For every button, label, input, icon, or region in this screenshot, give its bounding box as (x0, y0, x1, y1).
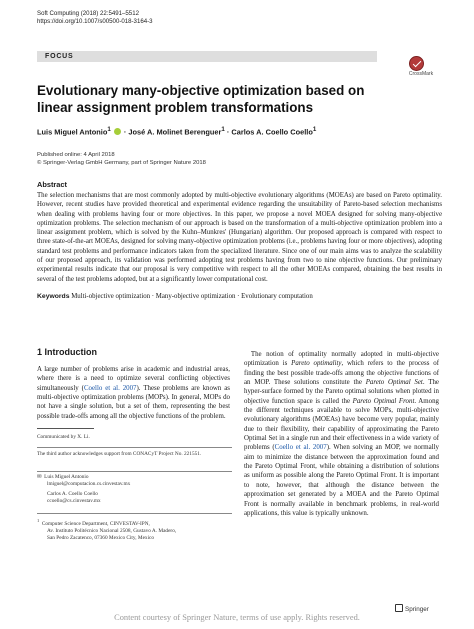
keywords-label: Keywords (37, 293, 70, 300)
italic-term: Pareto Optimal Front (352, 397, 415, 405)
text-run: A large number of problems arise in academic and industrial areas, where there is a need to optimize several conflicting objectives simultaneously ( (37, 366, 230, 392)
text-run: ). These problems are known as multi-objective optimization problems (MOPs). In general, MOPs do not have a single solution, but a set of them, representing the best possible trade-offs among all the objective functions of the problem. (37, 384, 230, 420)
affiliation-line: Av. Instituto Politécnico Nacional 2508, Gustavo A. Madero, (47, 527, 177, 534)
keywords (37, 292, 442, 301)
journal-citation: Soft Computing (2018) 22:5491–5512 (37, 10, 139, 17)
text-run: . Among the different techniques available to solve MOPs, multi-objective evolutionary algorithms (MOEAs) have become very popular, mainly due to their flexibility, their capability of approximating the Pareto Optimal Set in a single run and their effectiveness in a wide variety of problems ( (244, 397, 439, 452)
crossmark-label: CrossMark (408, 71, 434, 77)
section-tag: FOCUS (45, 53, 74, 60)
paper-title: Evolutionary many-objective optimization based on linear assignment problem transformations (37, 83, 365, 115)
email-icon: ✉ (37, 474, 42, 480)
section-heading: 1 Introduction (37, 347, 97, 357)
author-name: José A. Molinet Berenguer (128, 127, 222, 137)
author-contact-name: Luis Miguel Antonio (44, 474, 89, 480)
italic-term: Pareto optimality (291, 360, 342, 368)
abstract-heading: Abstract (37, 180, 67, 189)
citation-link[interactable]: Coello et al. 2007 (274, 444, 327, 452)
publication-info (37, 151, 206, 167)
crossmark-badge[interactable] (397, 56, 445, 78)
publisher-logo (395, 604, 429, 613)
affiliation-number: 1 (37, 518, 40, 523)
section-tag-bar (37, 51, 377, 62)
author-affil-sup: 1 (312, 126, 317, 133)
support-note: The third author acknowledges support from CONACyT Project No. 221551. (37, 451, 202, 457)
intro-right-paragraph (244, 350, 439, 518)
journal-header (37, 10, 153, 26)
publisher-name: Springer (405, 606, 429, 613)
author-email[interactable]: lmiguel@computacion.cs.cinvestav.mx (47, 481, 131, 488)
text-run: , which refers to the process of finding the best possible trade-offs among the objective functions of an MOP. These solutions constitute the (244, 360, 439, 387)
author-affil-sup: 1 (221, 126, 225, 133)
author-affil-sup: 1 (107, 126, 111, 133)
text-run: . The hyper-surface formed by the Pareto optimal solutions when plotted in objective function space is called the (244, 379, 439, 405)
keywords-text: Multi-objective optimization · Many-objective optimization · Evolutionary computation (71, 293, 313, 300)
footnote-divider (37, 428, 94, 429)
author-email[interactable]: ccoello@cs.cinvestav.mx (47, 498, 101, 505)
author-name: Carlos A. Coello Coello (231, 127, 313, 137)
author-contact-name: Carlos A. Coello Coello (47, 491, 98, 498)
affiliation-line: Computer Science Department, CINVESTAV-IPN, (41, 520, 150, 527)
italic-term: Pareto Optimal Set (365, 379, 423, 387)
author-name: Luis Miguel Antonio (37, 127, 108, 137)
intro-left-paragraph (37, 365, 230, 421)
copyright-line: © Springer-Verlag GmbH Germany, part of Springer Nature 2018 (37, 160, 206, 166)
affiliation-line: San Pedro Zacatenco, 07360 Mexico City, Mexico (47, 534, 155, 541)
footnote-divider (37, 471, 232, 472)
courtesy-notice: Content courtesy of Springer Nature, terms of use apply. Rights reserved. (114, 613, 360, 622)
abstract-text: The selection mechanisms that are most commonly adopted by multi-objective evolutionary algorithms (MOEAs) are based on Pareto optimality. However, recent studies have provided theoretical and experimental evidence regarding the unsuitability of Pareto-based selection mechanisms when dealing with problems having four or more objectives. In this paper, we propose a novel MOEA designed for solving many-objective optimization problems. The selection mechanism of our approach is based on the transformation of a multi-objective optimization problem into a linear assignment problem, which is solved by the Kuhn–Munkres' (Hungarian) algorithm. Our proposed approach is compared with respect to three state-of-the-art MOEAs, designed for solving many-objective optimization problems (i.e., problems having four or more objectives), adopting standard test problems and performance indicators taken from the specialized literature. Since one of our main aims was to analyze the scalability of our proposed approach, its validation was performed adopting test problems having from two to nine objective functions. Our preliminary experimental results indicate that our proposal is very competitive with respect to all the other MOEAs compared, obtaining the best results in several of the test problems adopted, but at a significantly lower computational cost. (37, 192, 442, 283)
text-run: ). When solving an MOP, we normally aim to minimize the distance between the approximation found and the Pareto Optimal Front, while obtaining a distribution of solutions as uniform as possible along the Pareto Optimal Front. It is important to note, however, that although the distance between the approximation set generated by a MOEA and the Pareto Optimal Front is normally available in benchmark problems, in real-world applications, this value is typically unknown. (244, 444, 439, 517)
author-list: Luis Miguel Antonio$^1$ · José A. Molinet Berenguer$^1$ · Carlos A. Coello Coello$^1$ (37, 126, 317, 137)
footnote-divider (37, 447, 232, 448)
journal-doi[interactable]: https://doi.org/10.1007/s00500-018-3164-3 (37, 18, 153, 25)
communicated-by: Communicated by X. Li. (37, 434, 90, 440)
orcid-icon[interactable] (114, 128, 121, 135)
affiliation (37, 517, 232, 542)
citation-link[interactable]: Coello et al. 2007 (83, 384, 137, 392)
footnote-divider (37, 513, 232, 514)
published-date: Published online: 4 April 2018 (37, 152, 115, 158)
springer-horse-icon (395, 604, 403, 612)
corresponding-author (37, 474, 232, 505)
crossmark-icon (409, 56, 424, 71)
text-run: The notion of optimality normally adopted in multi-objective optimization is (244, 351, 439, 368)
